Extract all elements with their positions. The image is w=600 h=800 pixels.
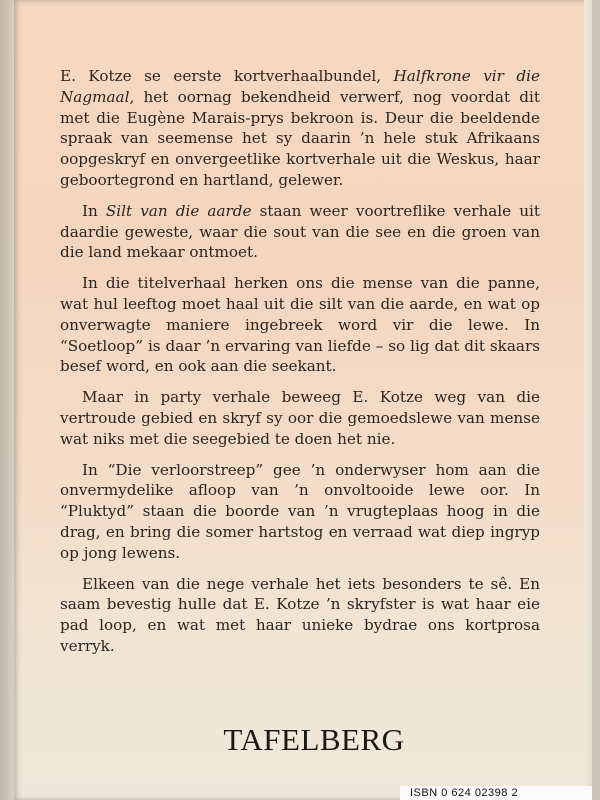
publisher-name: TAFELBERG <box>223 722 405 757</box>
blurb-paragraph-1 <box>60 66 540 191</box>
spine-shadow <box>0 0 14 800</box>
p2-text-a: In <box>82 201 106 220</box>
p1-book-title: Halfkrone vir die Nagmaal <box>60 67 540 106</box>
blurb-paragraph-4: Maar in party verhale beweeg E. Kotze weg van die vertroude gebied en skryf sy oor die gemoedslewe van mense wat niks met die seegebied te doen het nie. <box>60 388 540 448</box>
blurb-paragraph-3: In die titelverhaal herken ons die mense van die panne, wat hul leeftog moet haal uit die silt van die aarde, en wat op onverwagte maniere ingebreek word vir die lewe. In “Soetloop” is daar ’n ervaring van liefde – so lig dat dit skaars besef word, en ook aan die seekant. <box>60 274 540 376</box>
blurb-paragraph-6: Elkeen van die nege verhale het iets besonders te sê. En saam bevestig hulle dat E. Kotze ’n skryfster is wat haar eie pad loop, en wat met haar unieke bydrae ons kortprosa verryk. <box>60 574 540 655</box>
blurb-text <box>60 66 540 667</box>
p2-book-title: Silt van die aarde <box>105 201 252 220</box>
p2-text-b: staan weer voortreflike verhale uit daardie geweste, waar die sout van die see en die groen van die land mekaar ontmoet. <box>60 201 540 262</box>
blurb-paragraph-2 <box>60 201 540 263</box>
blurb-paragraph-5: In “Die verloorstreep” gee ’n onderwyser hom aan die onvermydelike afloop van ’n onvoltooide lewe oor. In “Pluktyd” staan die boorde van ’n vrugteplaas hoog in die drag, en bring die somer hartstog en verraad wat diep ingryp op jong lewens. <box>60 460 540 562</box>
isbn-number: ISBN 0 624 02398 2 <box>410 787 519 799</box>
p1-text-a: E. Kotze se eerste kortverhaalbundel, <box>60 67 394 85</box>
p1-text-b: , het oornag bekendheid verwerf, nog voordat dit met die Eugène Marais-prys bekroon is. Deur die beeldende spraak van seemense het sy daarin ’n hele stuk Afrikaans oopgeskryf en onvergeetlike kortverhale uit die Weskus, haar geboortegrond en hartland, gelewer. <box>60 87 540 189</box>
cover-edge <box>584 0 592 800</box>
